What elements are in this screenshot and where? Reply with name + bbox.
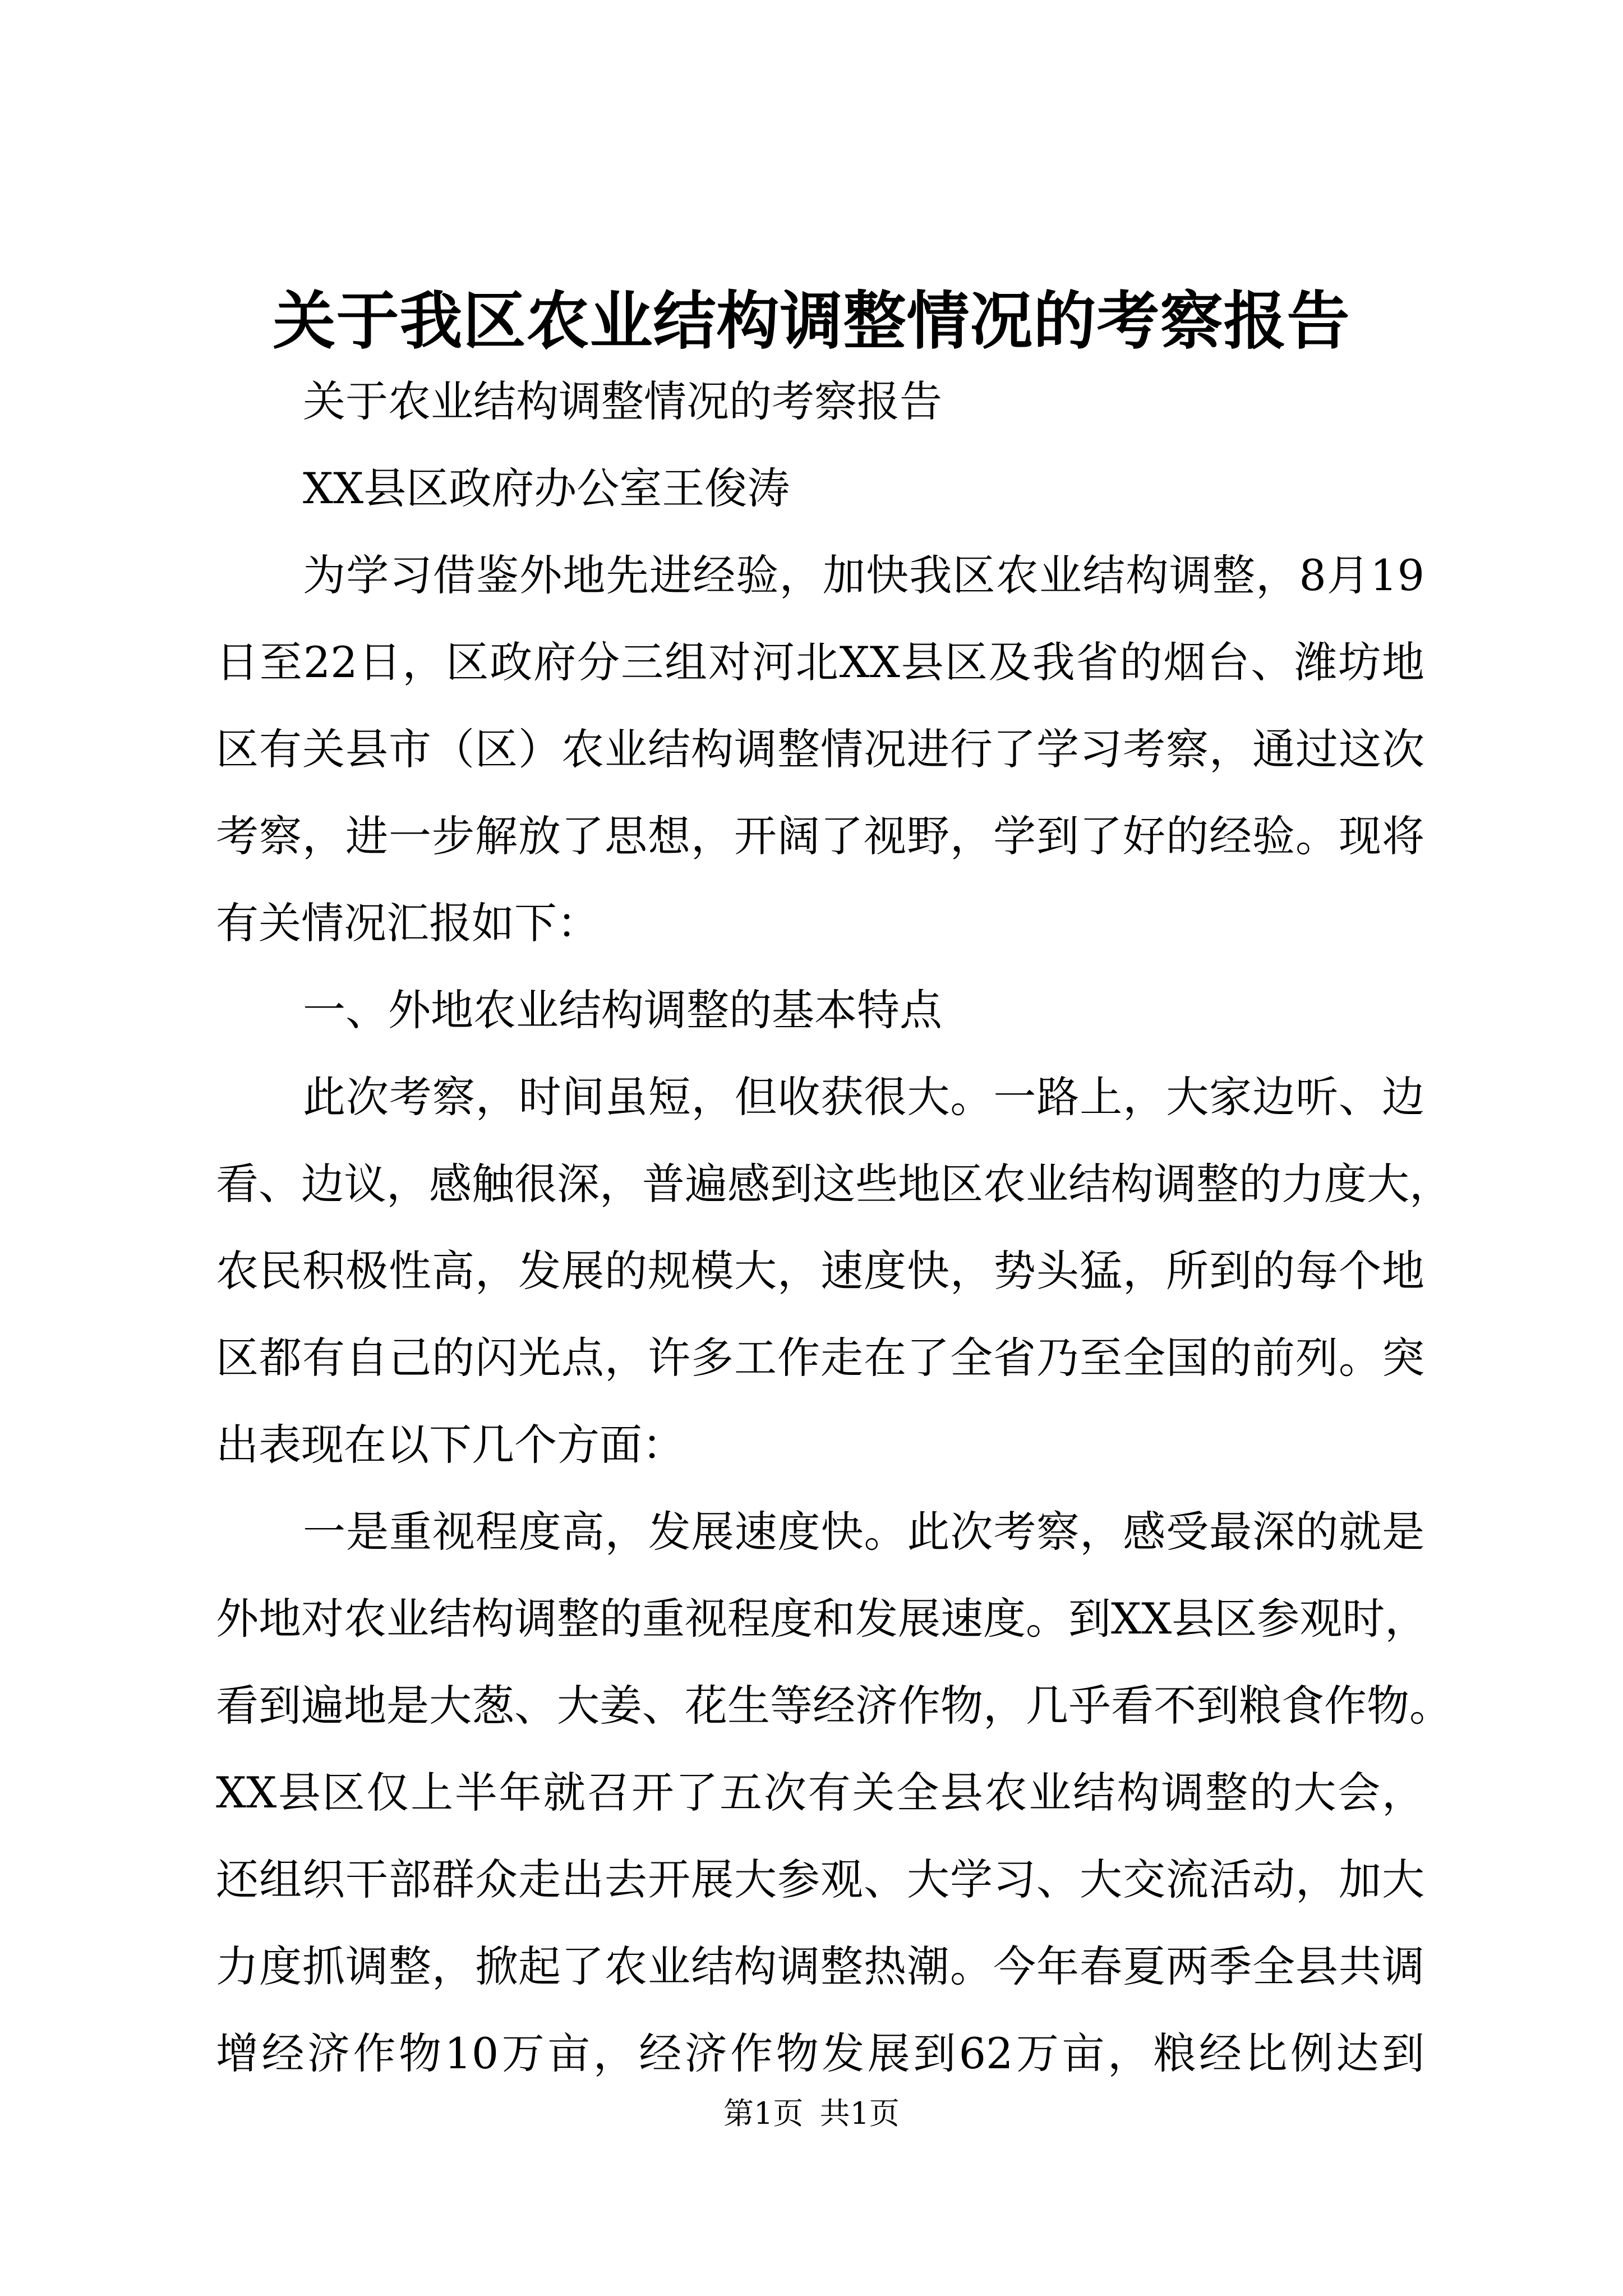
paragraph-line: 有关情况汇报如下： [216,898,600,948]
paragraph-line: 还组织干部群众走出去开展大参观、大学习、大交流活动，加大 [216,1855,1424,1904]
page-total: 共1页 [819,2096,900,2131]
paragraph-line: 日至22日，区政府分三组对河北XX县区及我省的烟台、潍坊地 [216,637,1424,687]
paragraph-line: 一是重视程度高，发展速度快。此次考察，感受最深的就是 [303,1507,1424,1557]
author-line: XX县区政府办公室王俊涛 [303,463,790,513]
paragraph-line: 增经济作物10万亩，经济作物发展到62万亩，粮经比例达到 [216,2028,1424,2078]
paragraph-line: 力度抓调整，掀起了农业结构调整热潮。今年春夏两季全县共调 [216,1941,1424,1991]
page-footer [0,2091,1623,2136]
document-body [216,358,1452,2097]
document-title: 关于我区农业结构调整情况的考察报告 [273,284,1350,358]
paragraph-line: 看到遍地是大葱、大姜、花生等经济作物，几乎看不到粮食作物。 [216,1681,1452,1731]
paragraph-line: 区有关县市（区）农业结构调整情况进行了学习考察，通过这次 [216,724,1424,774]
paragraph-line: 此次考察，时间虽短，但收获很大。一路上，大家边听、边 [303,1072,1424,1122]
paragraph-line: 区都有自己的闪光点，许多工作走在了全省乃至全国的前列。突 [216,1333,1424,1383]
paragraph-line: 考察，进一步解放了思想，开阔了视野，学到了好的经验。现将 [216,811,1424,861]
subtitle-line: 关于农业结构调整情况的考察报告 [303,376,942,426]
paragraph-line: XX县区仅上半年就召开了五次有关全县农业结构调整的大会， [216,1768,1424,1818]
paragraph-line: 外地对农业结构调整的重视程度和发展速度。到XX县区参观时， [216,1594,1428,1644]
section-heading: 一、外地农业结构调整的基本特点 [303,985,942,1035]
paragraph-line: 农民积极性高，发展的规模大，速度快，势头猛，所到的每个地 [216,1246,1424,1296]
paragraph-line: 为学习借鉴外地先进经验，加快我区农业结构调整，8月19 [303,550,1424,600]
paragraph-line: 出表现在以下几个方面： [216,1420,685,1470]
paragraph-line: 看、边议，感触很深，普遍感到这些地区农业结构调整的力度大， [216,1159,1452,1209]
page-number: 第1页 [723,2096,804,2131]
